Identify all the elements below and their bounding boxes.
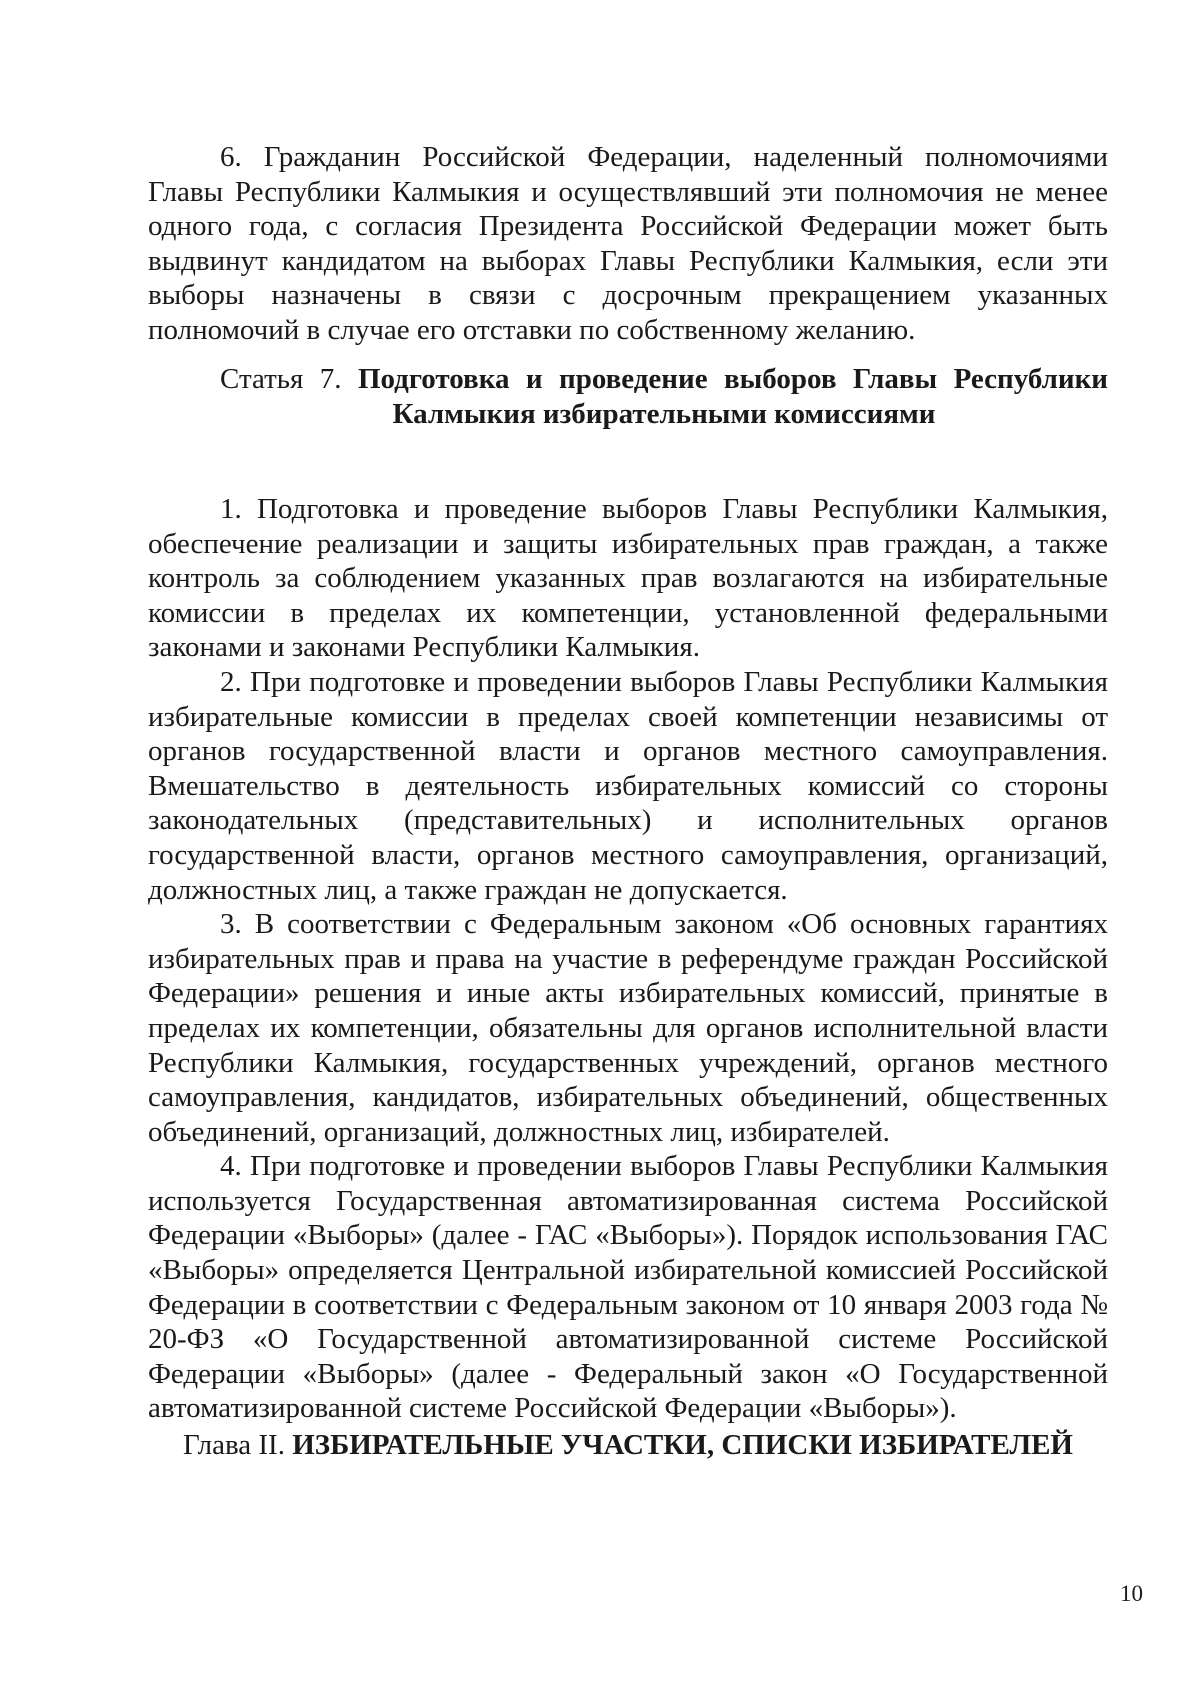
article-item-3: 3. В соответствии с Федеральным законом «Об основных гарантиях избирательных прав и права на участие в референдуме граждан Российской Федерации» решения и иные акты избирательных комиссий, принятые в пределах их компетенции, обязательны для органов исполнительной власти Республики Калмыкия, государственных учреждений, органов местного самоуправления, кандидатов, избирательных объединений, общественных объединений, организаций, должностных лиц, избирателей. — [148, 908, 1108, 1148]
chapter-title: ИЗБИРАТЕЛЬНЫЕ УЧАСТКИ, СПИСКИ ИЗБИРАТЕЛЕЙ — [292, 1429, 1073, 1461]
chapter-2-heading — [148, 1428, 1108, 1463]
article-item-1: 1. Подготовка и проведение выборов Главы Республики Калмыкия, обеспечение реализации и защиты избирательных прав граждан, а также контроль за соблюдением указанных прав возлагаются на избирательные комиссии в пределах их компетенции, установленной федеральными законами и законами Республики Калмыкия. — [148, 493, 1108, 664]
paragraph-6: 6. Гражданин Российской Федерации, наделенный полномочиями Главы Республики Калмыкия и осуществлявший эти полномочия не менее одного года, с согласия Президента Российской Федерации может быть выдвинут кандидатом на выборах Главы Республики Калмыкия, если эти выборы назначены в связи с досрочным прекращением указанных полномочий в случае его отставки по собственному желанию. — [148, 141, 1108, 346]
article-label: Статья 7. — [220, 363, 342, 395]
article-7-items — [148, 492, 1108, 1426]
article-7-heading — [148, 362, 1108, 431]
article-heading-line-1 — [148, 362, 1108, 397]
chapter-label: Глава II. — [183, 1429, 285, 1461]
page-number: 10 — [1120, 1581, 1143, 1606]
article-item-4: 4. При подготовке и проведении выборов Главы Республики Калмыкия используется Государственная автоматизированная система Российской Федерации «Выборы» (далее - ГАС «Выборы»). Порядок использования ГАС «Выборы» определяется Центральной избирательной комиссией Российской Федерации в соответствии с Федеральным законом от 10 января 2003 года № 20-ФЗ «О Государственной автоматизированной системе Российской Федерации «Выборы» (далее - Федеральный закон «О Государственной автоматизированной системе Российской Федерации «Выборы»). — [148, 1150, 1108, 1425]
article-item-2: 2. При подготовке и проведении выборов Главы Республики Калмыкия избирательные комиссии в пределах своей компетенции независимы от органов государственной власти и органов местного самоуправления. Вмешательство в деятельность избирательных комиссий со стороны законодательных (представительных) и исполнительных органов государственной власти, органов местного самоуправления, организаций, должностных лиц, а также граждан не допускается. — [148, 665, 1108, 906]
article-title-line-1: Подготовка и проведение выборов Главы Республики — [357, 363, 1108, 395]
article-title-line-2: Калмыкия избирательными комиссиями — [392, 397, 936, 430]
